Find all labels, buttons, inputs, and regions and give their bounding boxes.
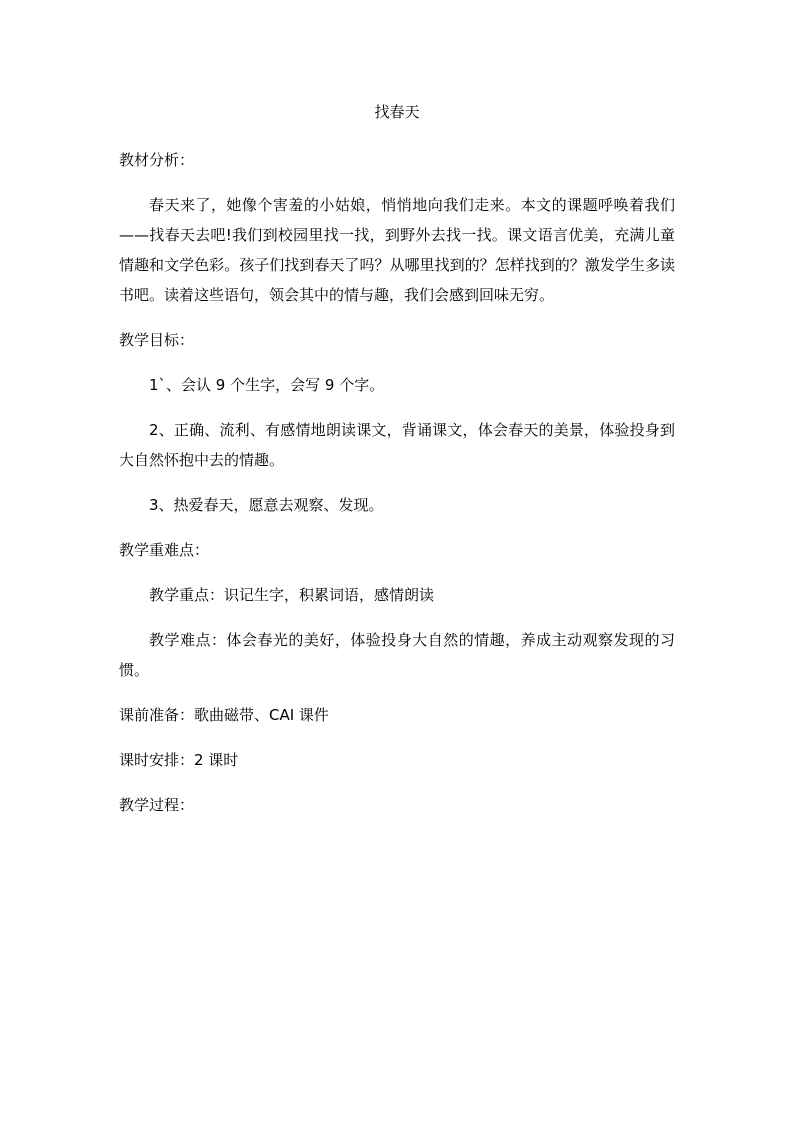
document-body [119, 145, 675, 820]
analysis-heading: 教材分析： [119, 151, 195, 169]
difficult-point-paragraph: 教学难点：体会春光的美好，体验投身大自然的情趣，养成主动观察发现的习惯。 [119, 631, 675, 679]
schedule-line: 课时安排：2 课时 [119, 751, 239, 769]
goals-heading: 教学目标： [119, 331, 195, 349]
process-heading: 教学过程： [119, 796, 195, 814]
document-title: 找春天 [374, 103, 420, 121]
goal-item-1: 1`、会认 9 个生字，会写 9 个字。 [149, 376, 385, 394]
analysis-paragraph: 春天来了，她像个害羞的小姑娘，悄悄地向我们走来。本文的课题呼唤着我们——找春天去吧!我们到校园里找一找，到野外去找一找。课文语言优美，充满儿童情趣和文学色彩。孩子们找到春天了吗？从哪里找到的？怎样找到的？激发学生多读书吧。读着这些语句，领会其中的情与趣，我们会感到回味无穷。 [119, 196, 675, 304]
goal-item-2: 2、正确、流利、有感情地朗读课文，背诵课文，体会春天的美景，体验投身到大自然怀抱中去的情趣。 [119, 421, 675, 469]
key-point-paragraph: 教学重点：识记生字，积累词语，感情朗读 [149, 586, 435, 604]
preparation-line: 课前准备：歌曲磁带、CAI 课件 [119, 706, 329, 724]
goal-item-3: 3、热爱春天，愿意去观察、发现。 [149, 496, 384, 514]
key-points-heading: 教学重难点： [119, 541, 210, 559]
